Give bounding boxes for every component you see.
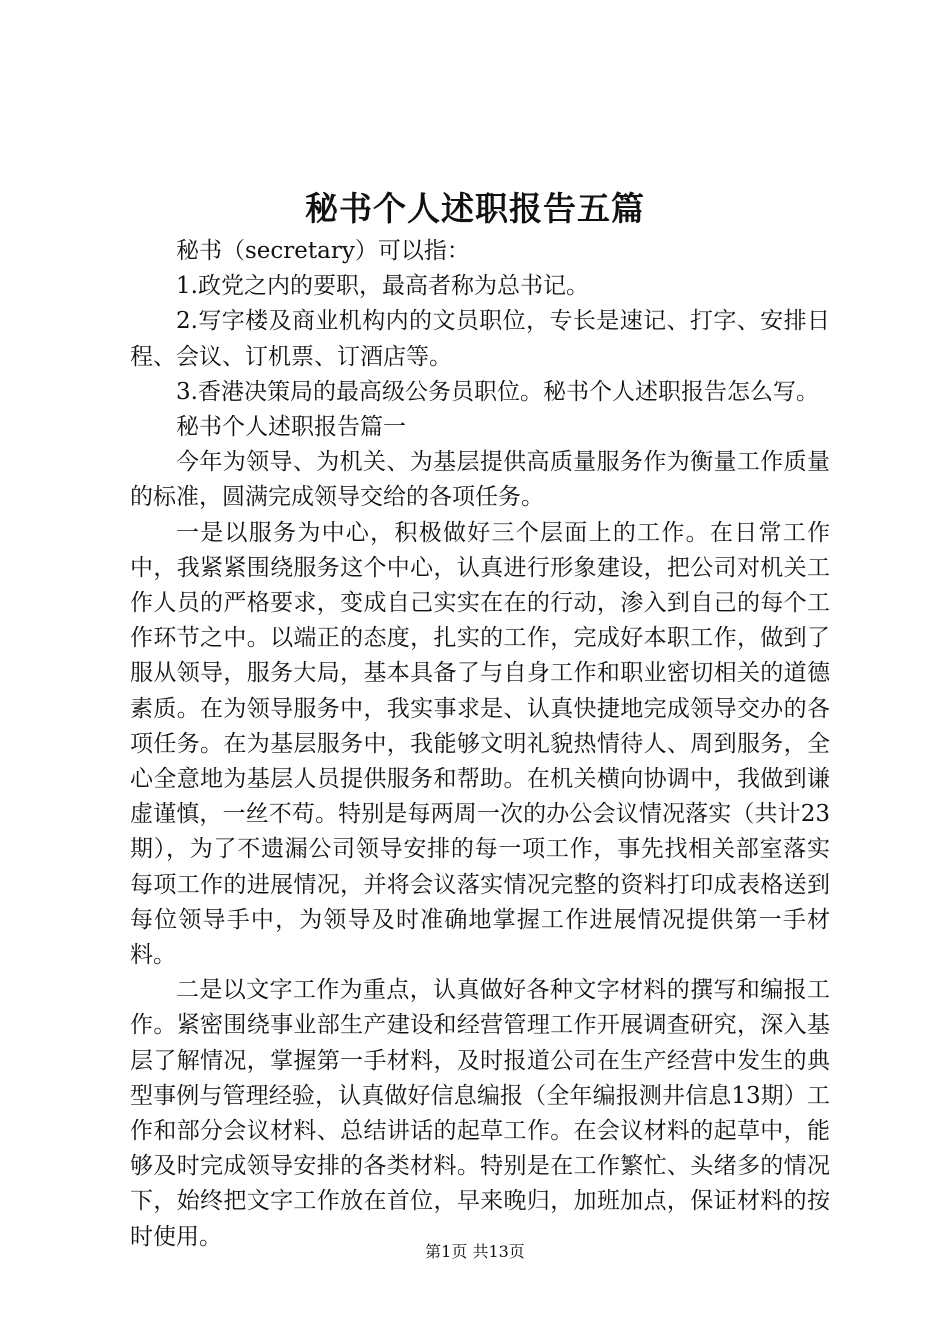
paragraph: 一是以服务为中心，积极做好三个层面上的工作。在日常工作中，我紧紧围绕服务这个中心，认真进行形象建设，把公司对机关工作人员的严格要求，变成自己实实在在的行动，渗入到自己的每个工作环节之中。以端正的态度，扎实的工作，完成好本职工作，做到了服从领导，服务大局，基本具备了与自身工作和职业密切相关的道德素质。在为领导服务中，我实事求是、认真快捷地完成领导交办的各项任务。在为基层服务中，我能够文明礼貌热情待人、周到服务，全心全意地为基层人员提供服务和帮助。在机关横向协调中，我做到谦虚谨慎，一丝不苟。特别是每两周一次的办公会议情况落实（共计23期），为了不遗漏公司领导安排的每一项工作，事先找相关部室落实每项工作的进展情况，并将会议落实情况完整的资料打印成表格送到每位领导手中，为领导及时准确地掌握工作进展情况提供第一手材料。: [130, 519, 830, 969]
page-footer: 第1页 共13页: [425, 1242, 525, 1261]
paragraph: 二是以文字工作为重点，认真做好各种文字材料的撰写和编报工作。紧密围绕事业部生产建设和经营管理工作开展调查研究，深入基层了解情况，掌握第一手材料，及时报道公司在生产经营中发生的典型事例与管理经验，认真做好信息编报（全年编报测井信息13期）工作和部分会议材料、总结讲话的起草工作。在会议材料的起草中，能够及时完成领导安排的各类材料。特别是在工作繁忙、头绪多的情况下，始终把文字工作放在首位，早来晚归，加班加点，保证材料的按时使用。: [130, 977, 830, 1250]
document-body: [130, 234, 830, 1255]
paragraph: 2.写字楼及商业机构内的文员职位，专长是速记、打字、安排日程、会议、订机票、订酒店等。: [130, 308, 830, 370]
paragraph: 秘书（secretary）可以指：: [176, 238, 470, 264]
paragraph: 1.政党之内的要职，最高者称为总书记。: [176, 273, 589, 300]
paragraph: 今年为领导、为机关、为基层提供高质量服务作为衡量工作质量的标准，圆满完成领导交给的各项任务。: [130, 449, 830, 511]
section-heading: 秘书个人述职报告篇一: [176, 414, 406, 441]
paragraph: 3.香港决策局的最高级公务员职位。秘书个人述职报告怎么写。: [176, 378, 819, 405]
document-title: 秘书个人述职报告五篇: [305, 189, 645, 228]
